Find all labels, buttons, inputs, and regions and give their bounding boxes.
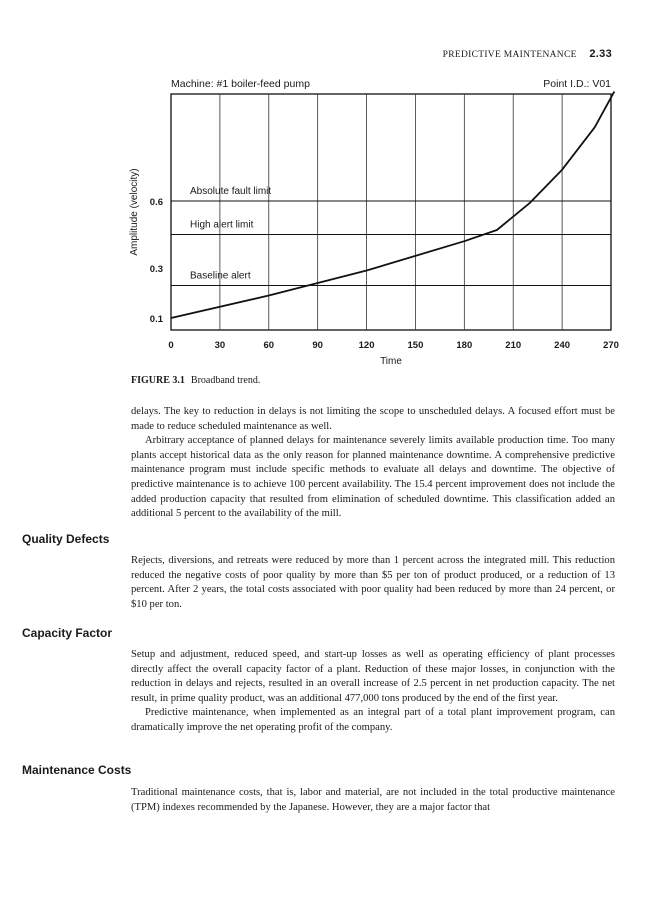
x-tick-label: 120 xyxy=(358,340,375,351)
x-axis-label: Time xyxy=(380,356,402,367)
heading-quality-defects: Quality Defects xyxy=(22,532,110,546)
x-tick-label: 210 xyxy=(505,340,522,351)
x-tick-label: 0 xyxy=(168,340,174,351)
figure-label: FIGURE 3.1 xyxy=(131,375,185,386)
trend-line xyxy=(171,92,614,318)
intro-text xyxy=(131,405,615,522)
running-title: PREDICTIVE MAINTENANCE xyxy=(442,50,577,60)
chart-title-left: Machine: #1 boiler-feed pump xyxy=(171,78,310,90)
y-tick-label: 0.1 xyxy=(149,314,163,325)
figure-caption-text: Broadband trend. xyxy=(190,375,261,386)
limit-line-label: Absolute fault limit xyxy=(190,186,272,197)
y-tick-label: 0.3 xyxy=(149,264,163,275)
x-tick-label: 30 xyxy=(214,340,226,351)
chart-title-right: Point I.D.: V01 xyxy=(543,78,611,90)
page-number: 2.33 xyxy=(589,48,612,60)
heading-maintenance-costs: Maintenance Costs xyxy=(22,763,132,777)
intro-paragraph: delays. The key to reduction in delays is not limiting the scope to unscheduled delays. A focused effort must be made to reduce scheduled maintenance as well. xyxy=(131,406,615,432)
x-tick-label: 240 xyxy=(554,340,571,351)
heading-capacity-factor: Capacity Factor xyxy=(22,626,113,640)
capacity-factor-text xyxy=(131,648,615,736)
intro-paragraph: Arbitrary acceptance of planned delays for maintenance severely limits available production time. Too many plants accept historical data as the only reason for planned maintenance downtime. A comprehensive predictive maintenance program must include specific methods to evaluate all delays and downtime. The objective of predictive maintenance is to achieve 100 percent availability. The 15.4 percent improvement does not include the added production capacity that resulted from elimination of scheduled downtime. This classification added an additional 5 percent to the availability of the mill. xyxy=(131,435,615,520)
x-tick-label: 60 xyxy=(263,340,275,351)
y-tick-label: 0.6 xyxy=(149,197,163,208)
section-paragraph: Traditional maintenance costs, that is, labor and material, are not included in the total productive maintenance (TPM) indexes recommended by the Japanese. However, they are a major factor that xyxy=(131,787,615,813)
quality-defects-text xyxy=(131,554,615,612)
broadband-trend-chart xyxy=(0,0,662,372)
section-paragraph: Predictive maintenance, when implemented as an integral part of a total plant improvement program, can dramatically improve the net operating profit of the company. xyxy=(131,707,615,733)
x-tick-label: 150 xyxy=(407,340,424,351)
x-tick-label: 270 xyxy=(603,340,619,351)
plot-frame xyxy=(171,94,611,330)
maintenance-costs-text xyxy=(131,786,615,815)
limit-line-label: Baseline alert xyxy=(190,270,251,282)
figure-caption xyxy=(131,375,260,386)
x-tick-label: 90 xyxy=(312,340,323,351)
section-paragraph: Rejects, diversions, and retreats were reduced by more than 1 percent across the integrated mill. This reduction reduced the negative costs of poor quality by more than $5 per ton of product produced, or a reduction of 13 percent. After 2 years, the total costs associated with poor quality had been reduced by more than 24 percent, or $10 per ton. xyxy=(131,555,615,610)
section-paragraph: Setup and adjustment, reduced speed, and start-up losses as well as operating efficiency of plant processes directly affect the overall capacity factor of a plant. Reduction of these major losses, in conjunction with the reduction in delays and rejects, resulted in an overall increase of 2.5 percent in net production capacity. The net result, in prime quality product, was an additional 477,000 tons produced by the end of the first year. xyxy=(131,649,615,704)
limit-line-label: High alert limit xyxy=(190,219,254,231)
x-tick-label: 180 xyxy=(456,340,473,351)
y-axis-label: Amplitude (velocity) xyxy=(129,168,140,256)
